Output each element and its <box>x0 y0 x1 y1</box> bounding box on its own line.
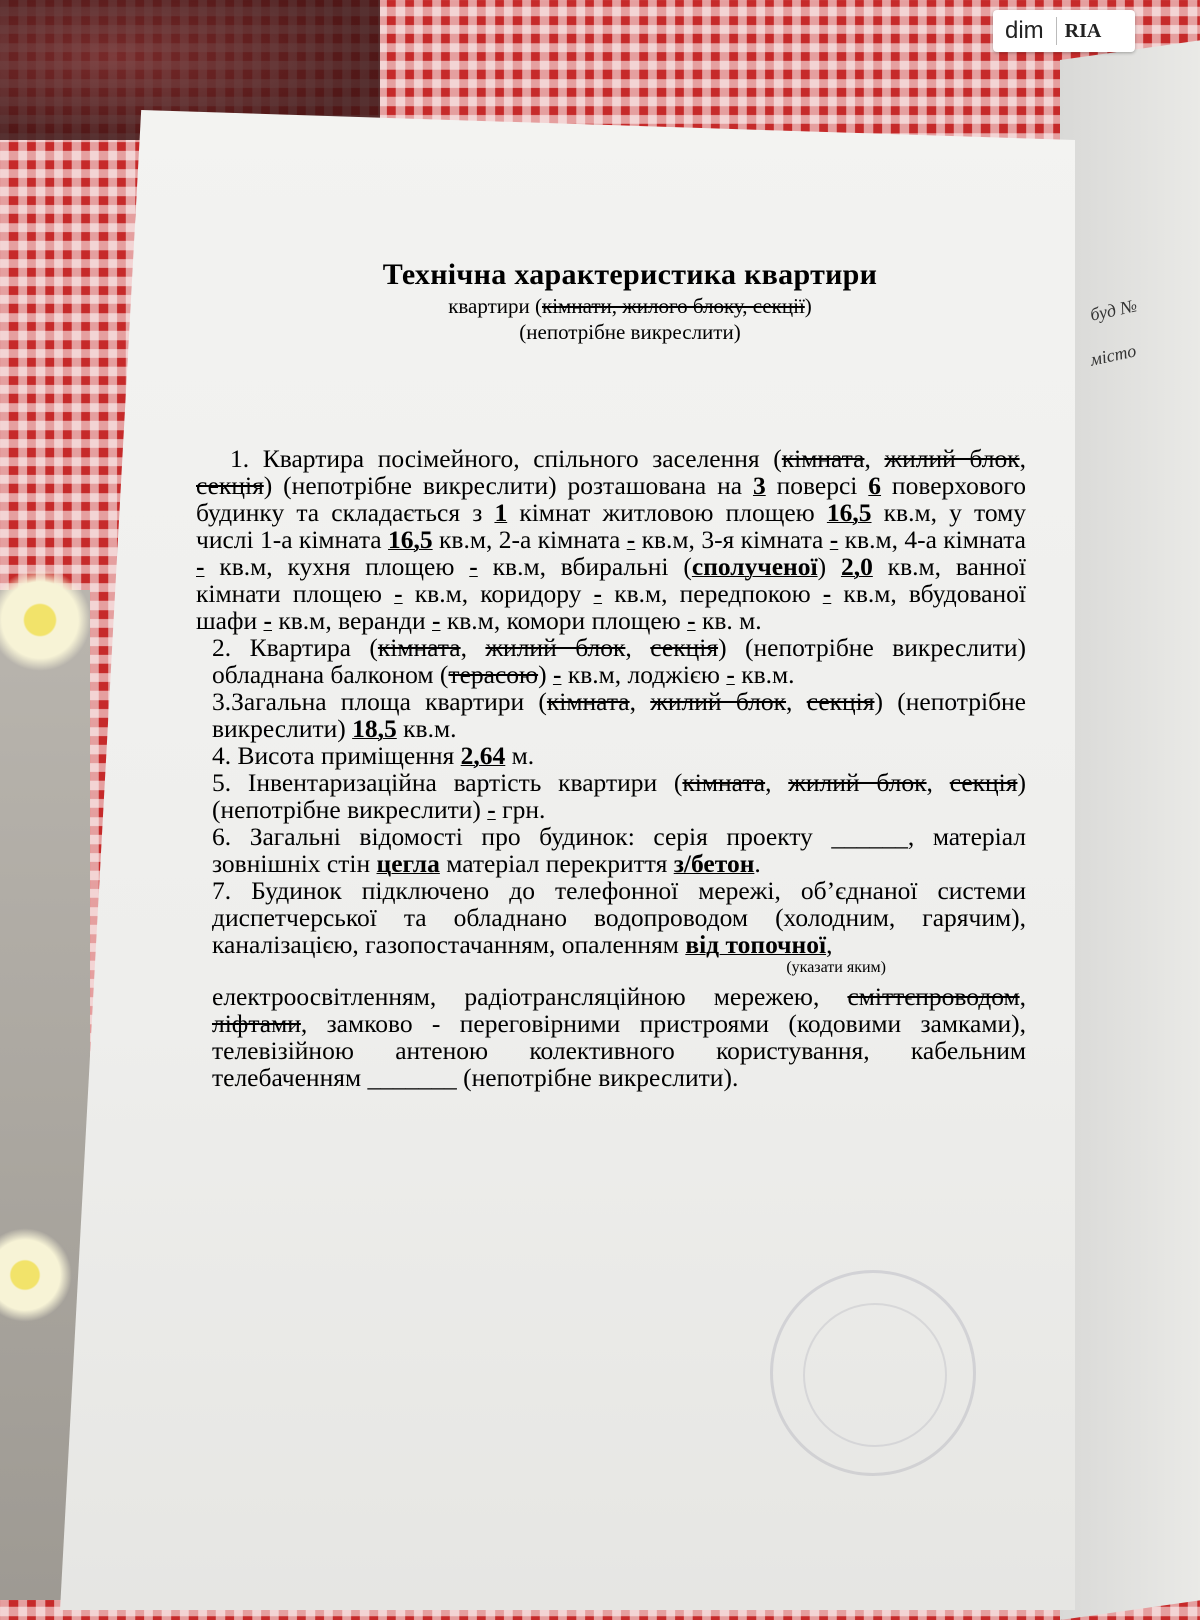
document-subtitle: квартири (кімнати, жилого блоку, секції) <box>448 294 812 318</box>
item-6: 6. Загальні відомості про будинок: серія проекту ______, матеріал зовнішніх стін цегла матеріал перекриття з/бетон. <box>212 822 1026 878</box>
document-body <box>196 445 1026 1091</box>
watermark-dim: dim <box>993 17 1057 45</box>
document-subnote: (непотрібне викреслити) <box>519 320 741 344</box>
heating-hint: (указати яким) <box>786 959 886 976</box>
item-1: 1. Квартира посімейного, спільного заселення (кімната, жилий блок, секція) (непотрібне викреслити) розташована на 3 поверсі 6 поверхового будинку та складається з 1 кімнат житловою площею 16,5 кв.м, у тому числі 1-а кімната 16,5 кв.м, 2-а кімната - кв.м, 3-я кімната - кв.м, 4-а кімната - кв.м, кухня площею - кв.м, вбиральні (сполученої) 2,0 кв.м, ванної кімнати площею - кв.м, коридору - кв.м, передпокою - кв.м, вбудованої шафи - кв.м, веранди - кв.м, комори площею - кв. м. <box>196 444 1027 635</box>
watermark-ria: RIA <box>1064 19 1102 42</box>
item-2: 2. Квартира (кімната, жилий блок, секція) (непотрібне викреслити) обладнана балконом (терасою) - кв.м, лоджією - кв.м. <box>212 633 1027 689</box>
document-title: Технічна характеристика квартири <box>382 258 878 291</box>
faded-stamp <box>770 1270 976 1476</box>
item-5: 5. Інвентаризаційна вартість квартири (кімната, жилий блок, секція) (непотрібне викреслити) - грн. <box>212 768 1026 824</box>
next-page-edge <box>1060 38 1200 1620</box>
item-7: 7. Будинок підключено до телефонної мережі, об’єднаної системи диспетчерської та обладнано водопроводом (холодним, гарячим), каналізацією, газопостачанням, опаленням від топочної, (указати яким) електроосвітленням, радіотрансляційною мережею, сміттєпроводом, ліфтами, замково - переговірними пристроями (кодовими замками), телевізійною антеною колективного користування, кабельним телебаченням _______ (непотрібне викреслити). <box>212 876 1026 1092</box>
dimria-watermark <box>993 10 1135 52</box>
edge-city-label: місто <box>1088 340 1138 370</box>
edge-building-label: буд № <box>1088 295 1139 325</box>
item-4: 4. Висота приміщення 2,64 м. <box>212 741 535 770</box>
item-3: 3.Загальна площа квартири (кімната, жилий блок, секція) (непотрібне викреслити) 18,5 кв.м. <box>212 687 1027 743</box>
